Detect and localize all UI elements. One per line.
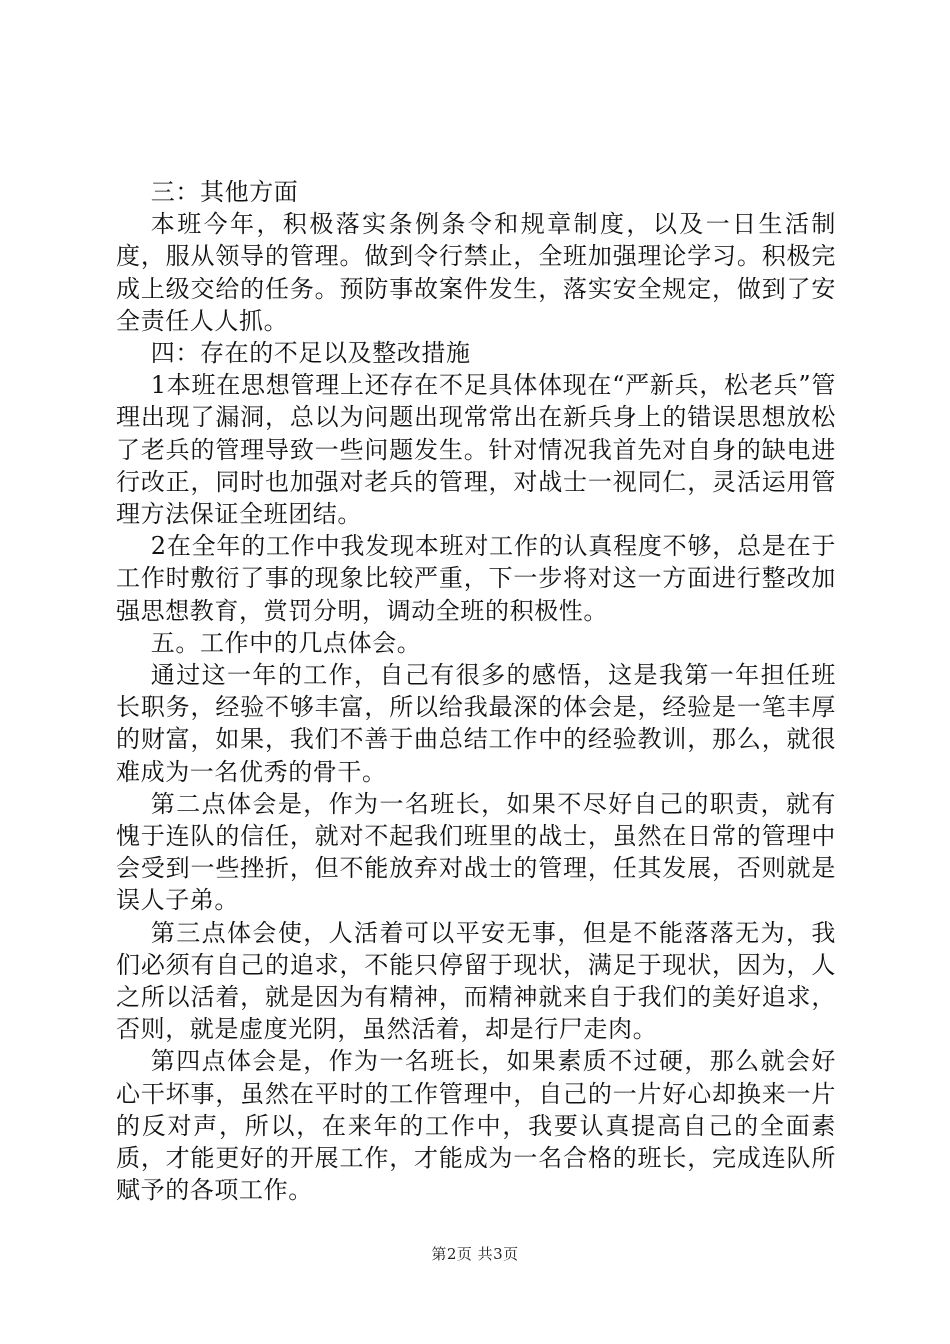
paragraph-experience-2: 第二点体会是，作为一名班长，如果不尽好自己的职责，就有愧于连队的信任，就对不起我们班里的战士，虽然在日常的管理中会受到一些挫折，但不能放弃对战士的管理，任其发展，否则就是误人子弟。 (116, 789, 836, 915)
section-heading-experience: 五。工作中的几点体会。 (150, 628, 422, 657)
paragraph-other-aspects: 本班今年，积极落实条例条令和规章制度，以及一日生活制度，服从领导的管理。做到令行禁止，全班加强理论学习。积极完成上级交给的任务。预防事故案件发生，落实安全规定，做到了安全责任人人抓。 (116, 210, 836, 335)
document-body (116, 176, 836, 1207)
page-number-footer: 第2页 共3页 (431, 1245, 519, 1263)
paragraph-shortcoming-2: 2在全年的工作中我发现本班对工作的认真程度不够，总是在于工作时敷衍了事的现象比较严重，下一步将对这一方面进行整改加强思想教育，赏罚分明，调动全班的积极性。 (116, 532, 836, 625)
section-heading-shortcomings: 四：存在的不足以及整改措施 (150, 339, 471, 368)
paragraph-experience-1: 通过这一年的工作，自己有很多的感悟，这是我第一年担任班长职务，经验不够丰富，所以给我最深的体会是，经验是一笔丰厚的财富，如果，我们不善于曲总结工作中的经验教训，那么，就很难成为一名优秀的骨干。 (116, 661, 836, 786)
paragraph-experience-4: 第四点体会是，作为一名班长，如果素质不过硬，那么就会好心干坏事，虽然在平时的工作管理中，自己的一片好心却换来一片的反对声，所以，在来年的工作中，我要认真提高自己的全面素质，才能更好的开展工作，才能成为一名合格的班长，完成连队所赋予的各项工作。 (116, 1047, 836, 1205)
paragraph-shortcoming-1: 1本班在思想管理上还存在不足具体体现在“严新兵，松老兵”管理出现了漏洞，总以为问题出现常常出在新兵身上的错误思想放松了老兵的管理导致一些问题发生。针对情况我首先对自身的缺电进行改正，同时也加强对老兵的管理，对战士一视同仁，灵活运用管理方法保证全班团结。 (116, 371, 836, 529)
section-heading-other: 三：其他方面 (150, 178, 299, 206)
paragraph-experience-3: 第三点体会使，人活着可以平安无事，但是不能落落无为，我们必须有自己的追求，不能只停留于现状，满足于现状，因为，人之所以活着，就是因为有精神，而精神就来自于我们的美好追求，否则，就是虚度光阴，虽然活着，却是行尸走肉。 (116, 918, 836, 1044)
